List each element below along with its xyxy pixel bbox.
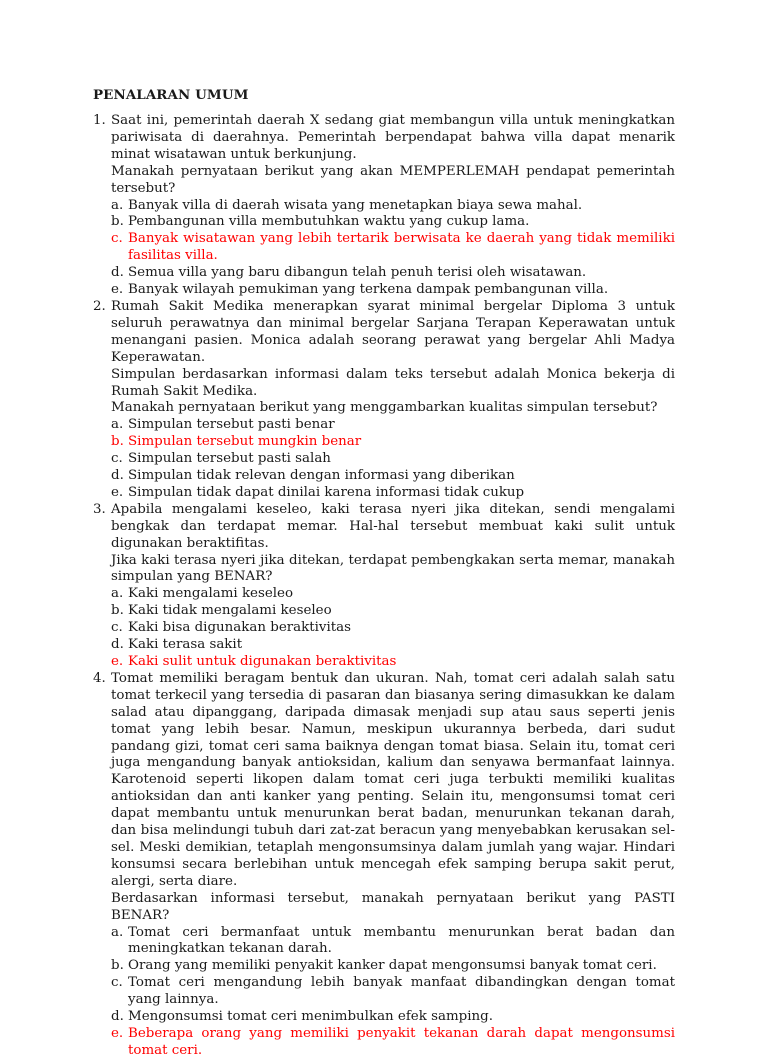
- option-text: Beberapa orang yang memiliki penyakit tekanan darah dapat mengonsumsi tomat ceri.: [128, 1025, 675, 1058]
- question-item: [93, 113, 675, 299]
- question-item: [93, 671, 675, 1060]
- option-text: Tomat ceri bermanfaat untuk membantu menurunkan berat badan dan meningkatkan tekanan darah.: [128, 924, 675, 957]
- option-letter: c.: [111, 620, 123, 636]
- option-text: Banyak villa di daerah wisata yang menetapkan biaya sewa mahal.: [128, 197, 583, 213]
- option-letter: a.: [111, 924, 124, 940]
- option-text: Simpulan tersebut pasti salah: [128, 451, 331, 467]
- option-letter: e.: [111, 654, 124, 669]
- answer-option: [111, 468, 675, 485]
- question-item: [93, 299, 675, 502]
- option-text: Kaki bisa digunakan beraktivitas: [128, 620, 351, 636]
- option-text: Simpulan tidak relevan dengan informasi yang diberikan: [128, 468, 515, 484]
- option-text: Banyak wilayah pemukiman yang terkena dampak pembangunan villa.: [128, 282, 609, 298]
- option-text: Simpulan tersebut mungkin benar: [128, 434, 362, 450]
- question-prompt: Manakah pernyataan berikut yang akan MEMPERLEMAH pendapat pemerintah tersebut?: [111, 163, 675, 196]
- question-paragraph: Tomat memiliki beragam bentuk dan ukuran. Nah, tomat ceri adalah salah satu tomat terkecil yang tersedia di pasaran dan biasanya sering dimasukkan ke dalam salad atau dipanggang, daripada dimasak menjadi sup atau saus seperti jenis tomat yang lebih besar. Namun, meskipun ukurannya berbeda, dari sudut pandang gizi, tomat ceri sama baiknya dengan tomat biasa. Selain itu, tomat ceri juga mengandung banyak antioksidan, kalium dan senyawa bermanfaat lainnya. Karotenoid seperti likopen dalam tomat ceri juga terbukti memiliki kualitas antioksidan dan anti kanker yang penting. Selain itu, mengonsumsi tomat ceri dapat membantu untuk menurunkan berat badan, menurunkan tekanan darah, dan bisa melindungi tubuh dari zat-zat beracun yang menyebabkan kerusakan sel-sel. Meski demikian, tetaplah mengonsumsinya dalam jumlah yang wajar. Hindari konsumsi secara berlebihan untuk mencegah efek samping berupa sakit perut, alergi, serta diare.: [111, 670, 675, 889]
- option-letter: b.: [111, 958, 124, 974]
- option-text: Pembangunan villa membutuhkan waktu yang cukup lama.: [128, 214, 530, 230]
- option-text: Tomat ceri mengandung lebih banyak manfaat dibandingkan dengan tomat yang lainnya.: [128, 975, 675, 1008]
- option-text: Simpulan tersebut pasti benar: [128, 417, 335, 433]
- option-letter: b.: [111, 434, 124, 450]
- answer-option: [111, 485, 675, 502]
- answer-option: [111, 214, 675, 231]
- option-text: Mengonsumsi tomat ceri menimbulkan efek samping.: [128, 1009, 493, 1025]
- option-text: Orang yang memiliki penyakit kanker dapat mengonsumsi banyak tomat ceri.: [128, 958, 657, 974]
- option-letter: c.: [111, 451, 123, 467]
- option-letter: b.: [111, 603, 124, 619]
- option-letter: a.: [111, 197, 124, 213]
- question-body: [111, 502, 675, 671]
- option-text: Kaki sulit untuk digunakan beraktivitas: [128, 654, 397, 669]
- question-number: 4.: [93, 670, 106, 686]
- question-body: [111, 299, 675, 502]
- answer-option: [111, 198, 675, 215]
- answer-option: [111, 975, 675, 1009]
- option-text: Simpulan tidak dapat dinilai karena informasi tidak cukup: [128, 484, 525, 500]
- answer-option-correct: [111, 1026, 675, 1060]
- question-paragraph: Saat ini, pemerintah daerah X sedang giat membangun villa untuk meningkatkan pariwisata di daerahnya. Pemerintah berpendapat bahwa villa dapat menarik minat wisatawan untuk berkunjung.: [111, 113, 675, 162]
- question-number: 1.: [93, 113, 106, 128]
- question-paragraph: Apabila mengalami keseleo, kaki terasa nyeri jika ditekan, sendi mengalami bengkak dan terdapat memar. Hal-hal tersebut membuat kaki sulit untuk digunakan beraktifitas.: [111, 501, 675, 551]
- answer-option: [111, 451, 675, 468]
- answer-option: [111, 282, 675, 299]
- option-text: Semua villa yang baru dibangun telah penuh terisi oleh wisatawan.: [128, 265, 587, 281]
- option-letter: e.: [111, 1025, 124, 1041]
- question-paragraph: Rumah Sakit Medika menerapkan syarat minimal bergelar Diploma 3 untuk seluruh perawatnya dan minimal bergelar Sarjana Terapan Keperawatan untuk menangani pasien. Monica adalah seorang perawat yang bergelar Ahli Madya Keperawatan.: [111, 298, 675, 365]
- option-text: Kaki mengalami keseleo: [128, 586, 294, 602]
- question-prompt: Jika kaki terasa nyeri jika ditekan, terdapat pembengkakan serta memar, manakah simpulan yang BENAR?: [111, 552, 675, 585]
- answer-option-correct: [111, 434, 675, 451]
- option-letter: d.: [111, 468, 124, 484]
- answer-option: [111, 637, 675, 654]
- answer-option: [111, 586, 675, 603]
- option-text: Kaki terasa sakit: [128, 637, 243, 653]
- option-letter: d.: [111, 265, 124, 281]
- question-item: [93, 502, 675, 671]
- answer-option: [111, 620, 675, 637]
- question-paragraph: Simpulan berdasarkan informasi dalam teks tersebut adalah Monica bekerja di Rumah Sakit Medika.: [111, 366, 675, 399]
- question-body: [111, 671, 675, 1060]
- option-letter: e.: [111, 282, 124, 298]
- answer-option: [111, 1009, 675, 1026]
- page-title: PENALARAN UMUM: [93, 87, 249, 103]
- option-text: Kaki tidak mengalami keseleo: [128, 603, 332, 619]
- option-letter: a.: [111, 586, 124, 602]
- question-body: [111, 113, 675, 299]
- question-prompt: Berdasarkan informasi tersebut, manakah pernyataan berikut yang PASTI BENAR?: [111, 890, 675, 923]
- option-letter: d.: [111, 1009, 124, 1025]
- option-letter: c.: [111, 231, 123, 247]
- answer-option: [111, 925, 675, 959]
- answer-option: [111, 958, 675, 975]
- question-number: 3.: [93, 501, 106, 517]
- question-list: [93, 113, 675, 1060]
- answer-option: [111, 417, 675, 434]
- option-letter: e.: [111, 484, 124, 500]
- question-prompt: Manakah pernyataan berikut yang menggambarkan kualitas simpulan tersebut?: [111, 400, 658, 416]
- option-text: Banyak wisatawan yang lebih tertarik berwisata ke daerah yang tidak memiliki fasilitas villa.: [128, 231, 675, 264]
- answer-option-correct: [111, 654, 675, 671]
- answer-option-correct: [111, 231, 675, 265]
- option-letter: c.: [111, 975, 123, 991]
- option-letter: a.: [111, 417, 124, 433]
- question-number: 2.: [93, 298, 106, 314]
- option-letter: b.: [111, 214, 124, 230]
- option-letter: d.: [111, 637, 124, 653]
- answer-option: [111, 265, 675, 282]
- answer-option: [111, 603, 675, 620]
